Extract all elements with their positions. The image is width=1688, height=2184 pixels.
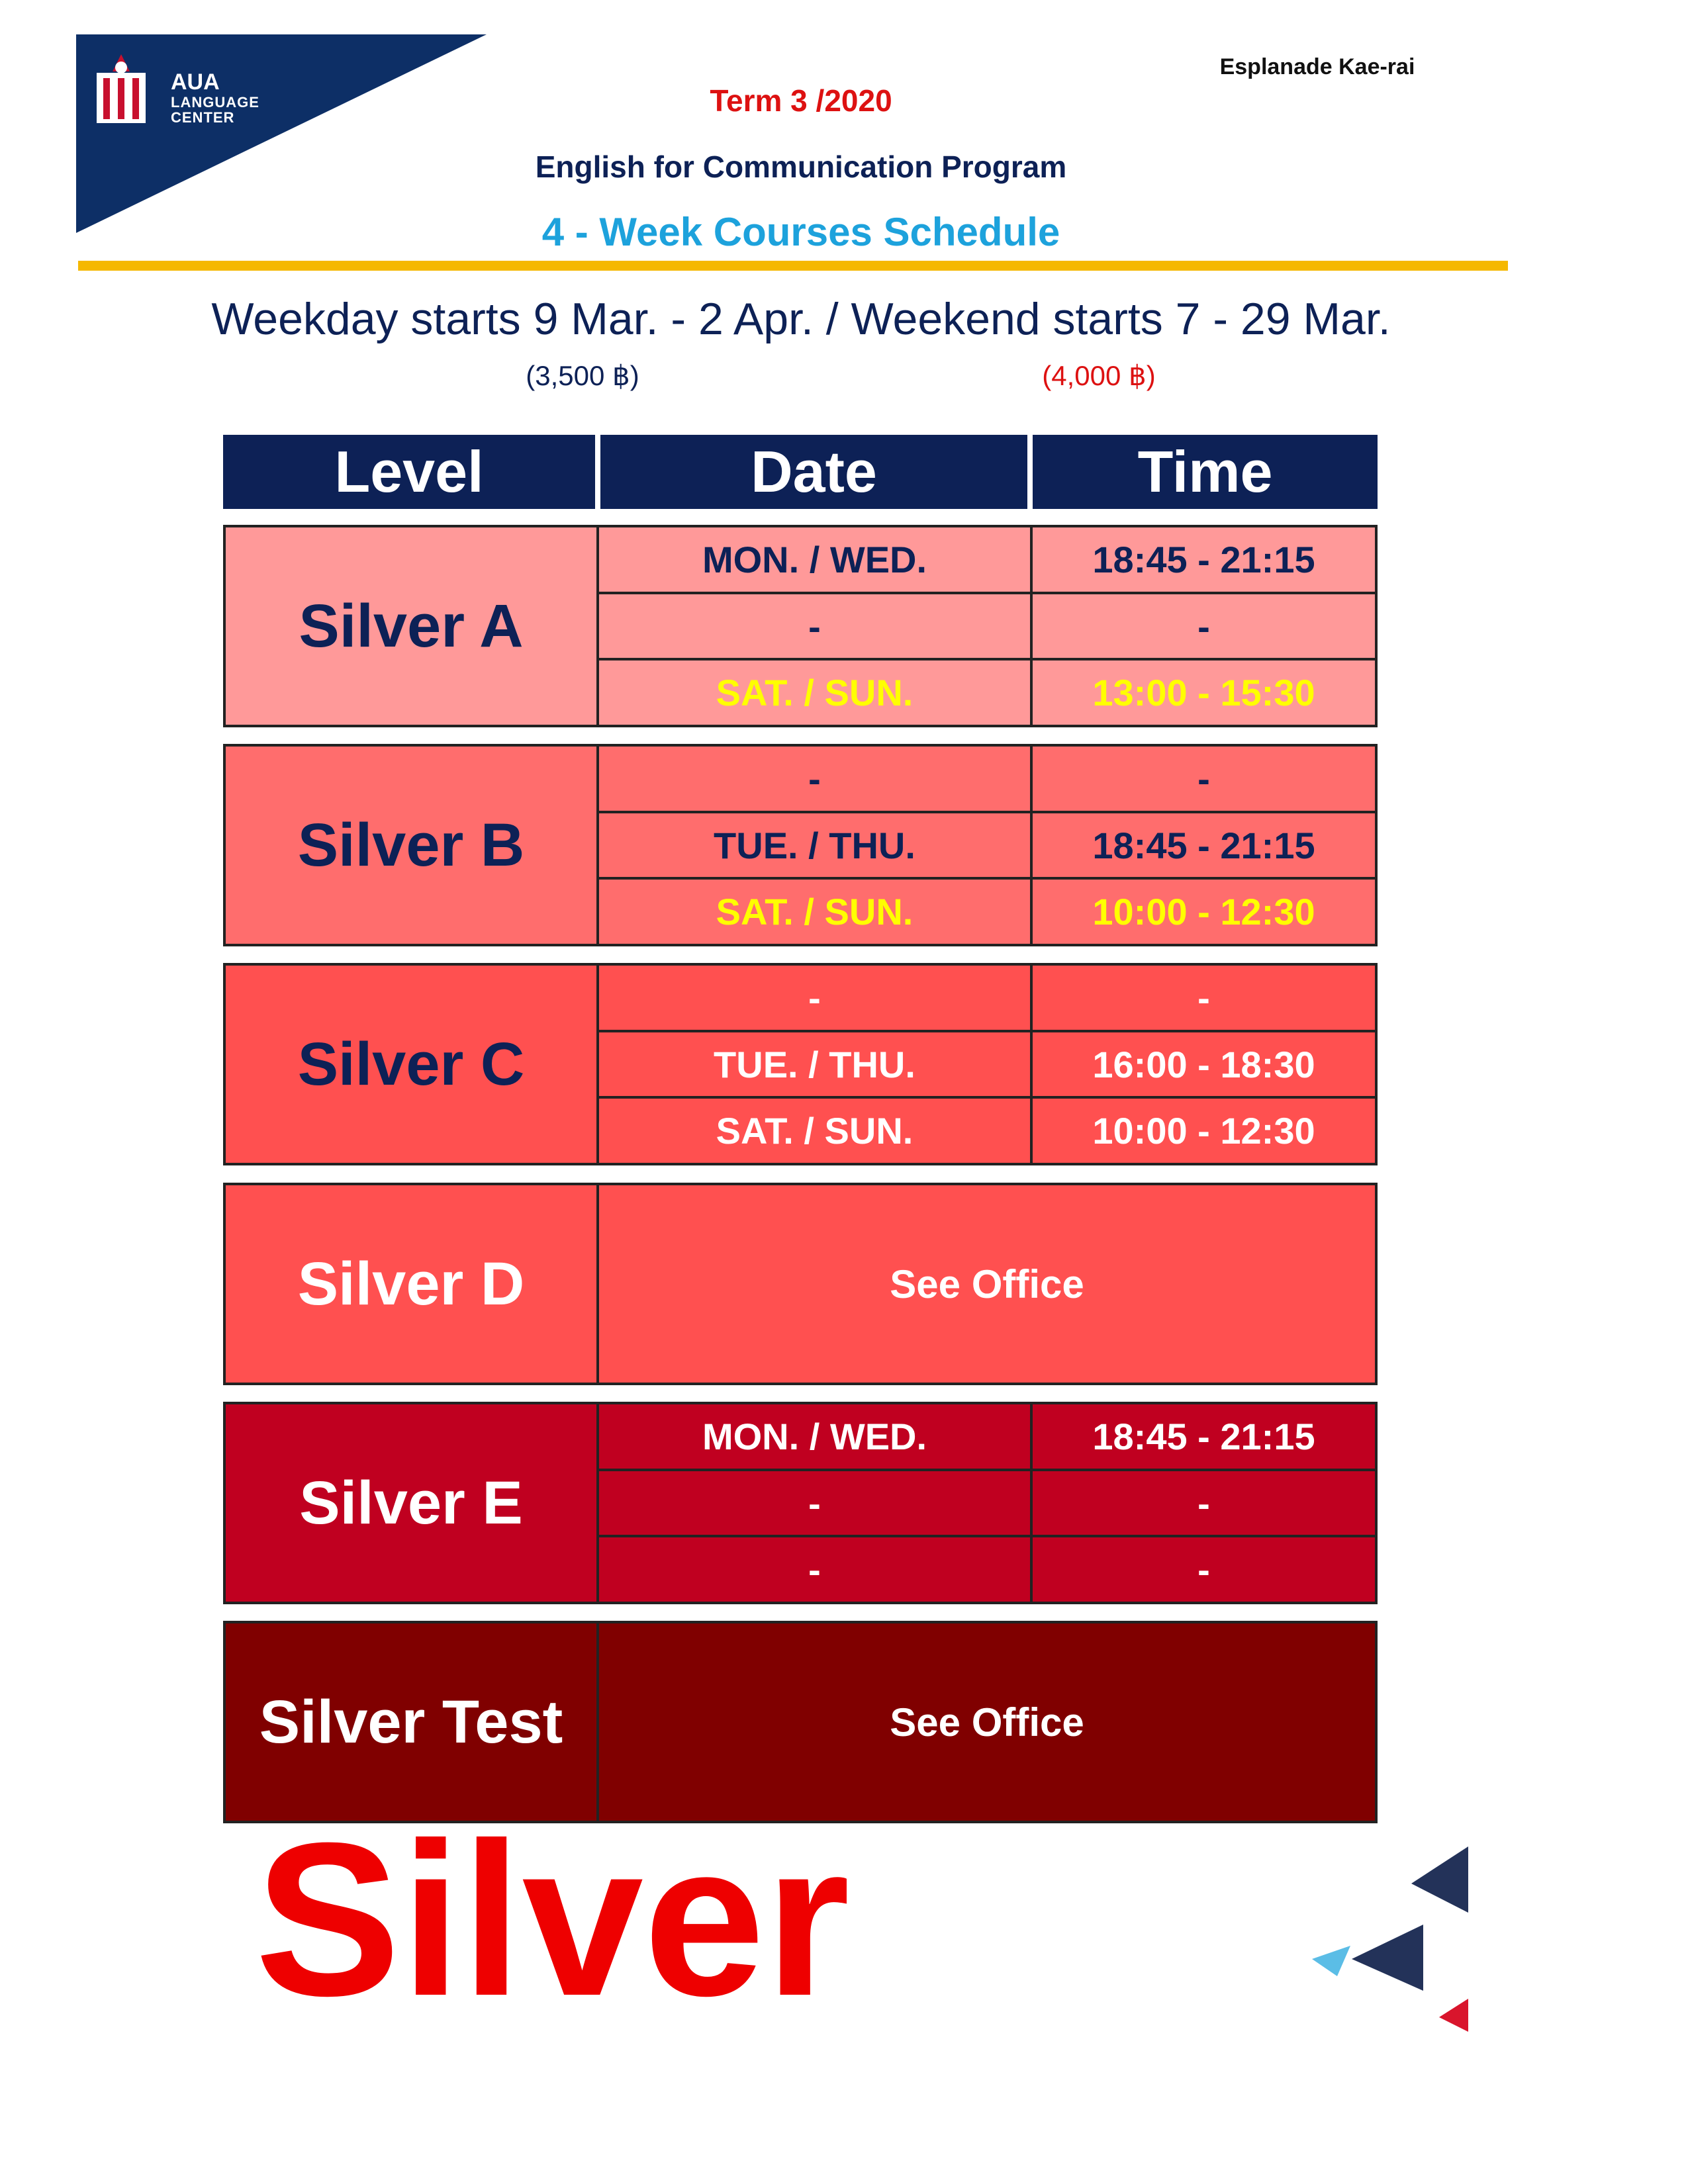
- level-name: Silver Test: [226, 1623, 599, 1821]
- time-cell: 18:45 - 21:15: [1092, 538, 1315, 580]
- level-name: Silver A: [226, 527, 599, 725]
- level-block-silver-b: [223, 744, 1378, 946]
- header-divider: [78, 261, 1508, 271]
- header-date: Date: [600, 435, 1027, 509]
- schedule-row: [599, 877, 1375, 944]
- see-office-note: See Office: [890, 1261, 1084, 1306]
- date-cell: MON. / WED.: [599, 1404, 1033, 1469]
- schedule-row: [599, 1096, 1375, 1163]
- weekday-price: (3,500 ฿): [526, 360, 639, 391]
- course-dates: Weekday starts 9 Mar. - 2 Apr. / Weekend starts 7 - 29 Mar.: [211, 294, 1391, 344]
- level-name: Silver B: [226, 747, 599, 944]
- time-cell: 10:00 - 12:30: [1092, 1110, 1315, 1152]
- time-cell: 13:00 - 15:30: [1092, 672, 1315, 714]
- schedule-row: [599, 966, 1375, 1030]
- schedule-row: [599, 1469, 1375, 1535]
- time-cell: -: [1197, 976, 1210, 1019]
- schedule-row: [599, 658, 1375, 725]
- level-block-silver-test: [223, 1621, 1378, 1823]
- level-name: Silver E: [226, 1404, 599, 1602]
- schedule-row: [599, 527, 1375, 592]
- date-cell: SAT. / SUN.: [599, 1099, 1033, 1163]
- time-cell: -: [1197, 605, 1210, 647]
- logo-line-aua: AUA: [171, 69, 220, 95]
- schedule-row: [599, 747, 1375, 811]
- date-cell: -: [599, 966, 1033, 1030]
- time-cell: -: [1197, 1482, 1210, 1524]
- level-block-silver-e: [223, 1402, 1378, 1604]
- date-cell: -: [599, 747, 1033, 811]
- time-cell: -: [1197, 1549, 1210, 1591]
- schedule-row: [599, 592, 1375, 659]
- date-cell: TUE. / THU.: [599, 813, 1033, 878]
- level-block-silver-d: [223, 1183, 1378, 1385]
- schedule-row: [599, 1535, 1375, 1602]
- time-cell: 10:00 - 12:30: [1092, 891, 1315, 933]
- level-name: Silver D: [226, 1185, 599, 1383]
- date-cell: -: [599, 594, 1033, 659]
- date-cell: SAT. / SUN.: [599, 660, 1033, 725]
- see-office-note: See Office: [890, 1700, 1084, 1745]
- date-cell: -: [599, 1537, 1033, 1602]
- time-cell: 18:45 - 21:15: [1092, 1415, 1315, 1457]
- term-label: Term 3 /2020: [710, 83, 892, 118]
- level-block-silver-a: [223, 525, 1378, 727]
- header-time: Time: [1033, 435, 1378, 509]
- logo-line-language: LANGUAGE: [171, 93, 259, 111]
- date-cell: TUE. / THU.: [599, 1032, 1033, 1097]
- branch-name: Esplanade Kae-rai: [1219, 54, 1415, 79]
- header-level: Level: [223, 435, 595, 509]
- date-cell: MON. / WED.: [599, 527, 1033, 592]
- schedule-subtitle: 4 - Week Courses Schedule: [541, 210, 1060, 254]
- weekend-price: (4,000 ฿): [1042, 360, 1156, 391]
- time-cell: 18:45 - 21:15: [1092, 824, 1315, 866]
- logo-line-center: CENTER: [171, 109, 235, 126]
- date-cell: SAT. / SUN.: [599, 880, 1033, 944]
- decorative-triangles-icon: [1291, 1846, 1503, 2045]
- level-name: Silver C: [226, 966, 599, 1163]
- time-cell: 16:00 - 18:30: [1092, 1043, 1315, 1085]
- time-cell: -: [1197, 757, 1210, 799]
- date-cell: -: [599, 1471, 1033, 1535]
- schedule-row: [599, 1404, 1375, 1469]
- schedule-row: [599, 1030, 1375, 1097]
- program-title: English for Communication Program: [535, 150, 1067, 184]
- schedule-row: [599, 811, 1375, 878]
- silver-title: Silver: [255, 1797, 850, 2041]
- level-block-silver-c: [223, 963, 1378, 1165]
